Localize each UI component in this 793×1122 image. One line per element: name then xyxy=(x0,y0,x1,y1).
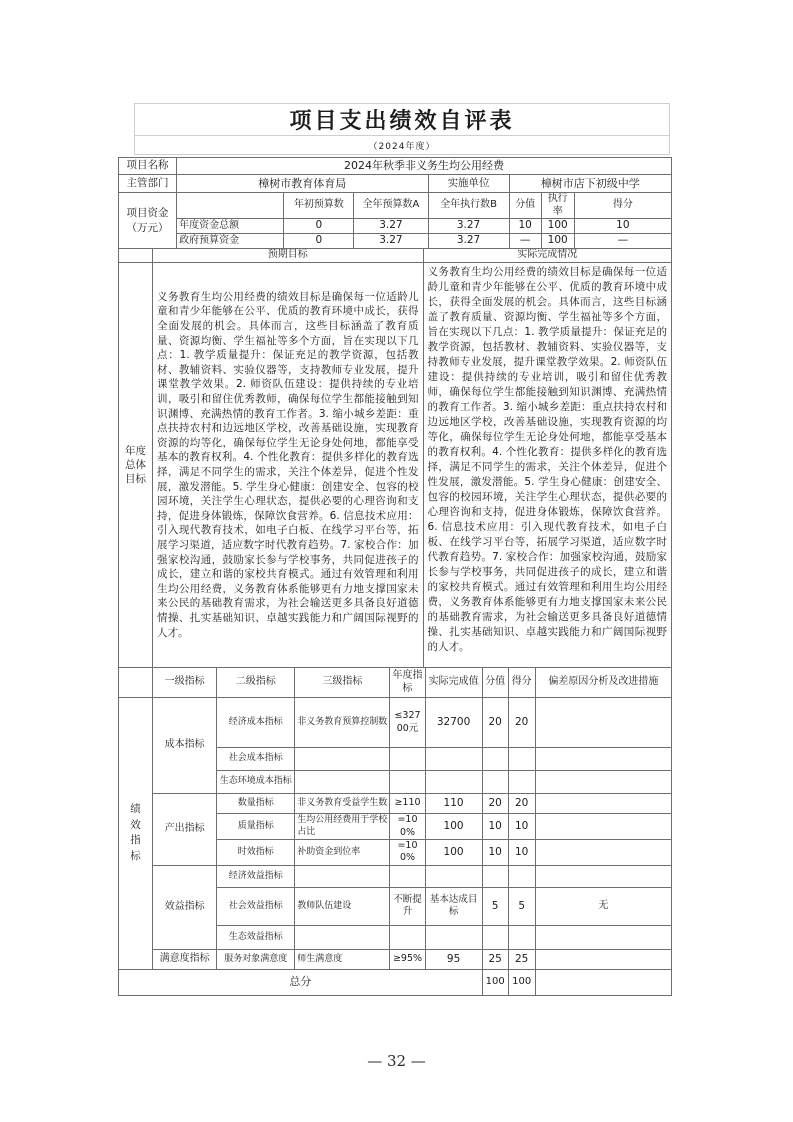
funds-header-executed: 全年执行数B xyxy=(428,193,509,219)
level3-cell xyxy=(295,748,390,771)
header-actual: 实际完成值 xyxy=(425,668,482,698)
deviation-cell xyxy=(535,949,671,969)
project-name-row xyxy=(119,158,672,175)
performance-indicator-label: 绩效指标 xyxy=(119,698,153,970)
dept-label: 主管部门 xyxy=(119,175,177,193)
annual-target-cell: =100% xyxy=(390,814,425,840)
expected-goal-text: 义务教育生均公用经费的绩效目标是确保每一位适龄儿童和青少年能够在公平、优质的教育环境中成长，获得全面发展的机会。具体而言，这些目标涵盖了教育质量、资源均衡、学生福祉等多个方面，旨在实现以下几点：1. 教学质量提升：保证充足的教学资源，包括教材、教辅资料、实验仪器等，支持教师专业发展，提升课堂教学效果。2. 师资队伍建设：提供持续的专业培训，吸引和留住优秀教师，确保每位学生都能接触到知识渊博、充满热情的教育工作者。3. 缩小城乡差距：重点扶持农村和边远地区学校，改善基础设施，实现教育资源的均等化，确保每位学生无论身处何地，都能享受基本的教育权利。4. 个性化教育：提供多样化的教育选择，满足不同学生的需求，关注个体差异，促进个性发展，激发潜能。5. 学生身心健康：创建安全、包容的校园环境，关注学生心理状态，提供必要的心理咨询和支持，促进身体锻炼，保障饮食营养。6. 信息技术应用：引入现代教育技术，如电子白板、在线学习平台等，拓展学习渠道，适应数字时代教育趋势。7. 家校合作：加强家校沟通，鼓励家长参与学校事务，共同促进孩子的成长，建立和谐的家校共育模式。通过有效管理和利用生均公用经费，义务教育体系能够更有力地支撑国家未来公民的基础教育需求，为社会输送更多具备良好道德情操、扎实基础知识、卓越实践能力和广阔国际视野的人才。 xyxy=(153,263,423,668)
impl-unit-label: 实施单位 xyxy=(428,175,509,193)
level1-satisfaction: 满意度指标 xyxy=(153,949,217,969)
actual-value-cell xyxy=(425,925,482,949)
level2-cell: 生态环境成本指标 xyxy=(217,771,295,794)
fund-row-name: 年度资金总额 xyxy=(177,219,284,234)
total-label: 总分 xyxy=(119,969,483,995)
level2-cell: 经济成本指标 xyxy=(217,698,295,748)
funds-header-annual-budget: 全年预算数A xyxy=(354,193,428,219)
page-title: 项目支出绩效自评表 xyxy=(289,108,515,134)
points-cell xyxy=(482,865,508,887)
actual-value-cell: 32700 xyxy=(425,698,482,748)
fund-score: 10 xyxy=(574,219,671,234)
points-cell: 20 xyxy=(482,794,508,814)
funds-row-total xyxy=(119,219,672,234)
goals-header-row xyxy=(119,249,672,263)
department-row xyxy=(119,175,672,193)
annual-target-cell: ≥110 xyxy=(390,794,425,814)
indicator-row xyxy=(119,949,672,969)
funds-header-exec-rate: 执行率 xyxy=(541,193,574,219)
fund-executed: 3.27 xyxy=(428,219,509,234)
score-cell: 10 xyxy=(508,814,535,840)
score-cell xyxy=(508,865,535,887)
fund-points: — xyxy=(509,234,541,249)
level2-cell: 生态效益指标 xyxy=(217,925,295,949)
project-info-table xyxy=(118,157,672,249)
actual-value-cell: 110 xyxy=(425,794,482,814)
actual-value-cell: 95 xyxy=(425,949,482,969)
fund-exec-rate: 100 xyxy=(541,234,574,249)
score-cell: 25 xyxy=(508,949,535,969)
points-cell: 10 xyxy=(482,840,508,866)
fund-score: — xyxy=(574,234,671,249)
actual-value-cell: 100 xyxy=(425,840,482,866)
annual-target-cell: 不断提升 xyxy=(390,887,425,925)
goals-blank-cell xyxy=(119,249,153,263)
points-cell: 10 xyxy=(482,814,508,840)
deviation-cell xyxy=(535,748,671,771)
annual-target-cell xyxy=(390,925,425,949)
annual-goal-label: 年度总体目标 xyxy=(119,263,153,668)
level2-cell: 社会效益指标 xyxy=(217,887,295,925)
actual-value-cell xyxy=(425,865,482,887)
annual-target-cell xyxy=(390,771,425,794)
fund-points: 10 xyxy=(509,219,541,234)
deviation-cell xyxy=(535,840,671,866)
level3-cell: 非义务教育受益学生数 xyxy=(295,794,390,814)
self-evaluation-sheet xyxy=(118,103,672,996)
fund-annual-budget: 3.27 xyxy=(354,219,428,234)
actual-completion-text: 义务教育生均公用经费的绩效目标是确保每一位适龄儿童和青少年能够在公平、优质的教育环境中成长，获得全面发展的机会。具体而言，这些目标涵盖了教育质量、资源均衡、学生福祉等多个方面，旨在实现以下几点：1. 教学质量提升：保证充足的教学资源，包括教材、教辅资料、实验仪器等，支持教师专业发展，提升课堂教学效果。2. 师资队伍建设：提供持续的专业培训，吸引和留住优秀教师，确保每位学生都能接触到知识渊博、充满热情的教育工作者。3. 缩小城乡差距：重点扶持农村和边远地区学校，改善基础设施，实现教育资源的均等化，确保每位学生无论身处何地，都能享受基本的教育权利。4. 个性化教育：提供多样化的教育选择，满足不同学生的需求，关注个体差异，促进个性发展，激发潜能。5. 学生身心健康：创建安全、包容的校园环境，关注学生心理状态，提供必要的心理咨询和支持，促进身体锻炼，保障饮食营养。6. 信息技术应用：引入现代教育技术，如电子白板、在线学习平台等，拓展学习渠道，适应数字时代教育趋势。7. 家校合作：加强家校沟通，鼓励家长参与学校事务，共同促进孩子的成长，建立和谐的家校共育模式。通过有效管理和利用生均公用经费，义务教育体系能够更有力地支撑国家未来公民的基础教育需求，为社会输送更多具备良好道德情操、扎实基础知识、卓越实践能力和广阔国际视野的人才。 xyxy=(423,263,671,668)
funds-label: 项目资金（万元） xyxy=(119,193,177,249)
funds-blank-cell xyxy=(177,193,284,219)
total-score-row xyxy=(119,969,672,995)
total-deviation-cell xyxy=(535,969,671,995)
deviation-cell xyxy=(535,794,671,814)
score-cell: 20 xyxy=(508,794,535,814)
level2-cell: 质量指标 xyxy=(217,814,295,840)
score-cell xyxy=(508,771,535,794)
actual-value-cell: 100 xyxy=(425,814,482,840)
funds-header-row xyxy=(119,193,672,219)
points-cell xyxy=(482,748,508,771)
actual-completion-header: 实际完成情况 xyxy=(423,249,671,263)
dept-value: 樟树市教育体育局 xyxy=(177,175,428,193)
header-score: 得分 xyxy=(508,668,535,698)
deviation-cell xyxy=(535,865,671,887)
deviation-cell xyxy=(535,771,671,794)
level3-cell xyxy=(295,771,390,794)
fund-initial: 0 xyxy=(284,219,354,234)
level3-cell: 教师队伍建设 xyxy=(295,887,390,925)
level2-cell: 时效指标 xyxy=(217,840,295,866)
goals-table xyxy=(118,248,672,668)
impl-unit-value: 樟树市店下初级中学 xyxy=(509,175,671,193)
deviation-cell xyxy=(535,925,671,949)
total-score: 100 xyxy=(508,969,535,995)
total-points: 100 xyxy=(482,969,508,995)
fund-annual-budget: 3.27 xyxy=(354,234,428,249)
actual-value-cell: 基本达成目标 xyxy=(425,887,482,925)
indicator-row xyxy=(119,794,672,814)
annual-target-cell xyxy=(390,748,425,771)
project-name-label: 项目名称 xyxy=(119,158,177,175)
score-cell xyxy=(508,925,535,949)
deviation-cell xyxy=(535,814,671,840)
points-cell xyxy=(482,925,508,949)
actual-value-cell xyxy=(425,771,482,794)
score-cell: 5 xyxy=(508,887,535,925)
page-subtitle: （2024年度） xyxy=(368,141,436,152)
level3-cell: 补助资金到位率 xyxy=(295,840,390,866)
level2-cell: 数量指标 xyxy=(217,794,295,814)
header-level2: 二级指标 xyxy=(217,668,295,698)
points-cell xyxy=(482,771,508,794)
deviation-cell xyxy=(535,698,671,748)
level2-cell: 社会成本指标 xyxy=(217,748,295,771)
level1-benefit: 效益指标 xyxy=(153,865,217,949)
deviation-cell: 无 xyxy=(535,887,671,925)
header-level3: 三级指标 xyxy=(295,668,390,698)
funds-header-score: 得分 xyxy=(574,193,671,219)
level3-cell: 师生满意度 xyxy=(295,949,390,969)
funds-row-gov xyxy=(119,234,672,249)
fund-executed: 3.27 xyxy=(428,234,509,249)
level2-cell: 服务对象满意度 xyxy=(217,949,295,969)
indicator-row xyxy=(119,865,672,887)
level1-output: 产出指标 xyxy=(153,794,217,866)
score-cell: 20 xyxy=(508,698,535,748)
title-box xyxy=(134,103,670,136)
level3-cell xyxy=(295,925,390,949)
header-points: 分值 xyxy=(482,668,508,698)
page-number: — 32 — xyxy=(367,1052,426,1070)
points-cell: 25 xyxy=(482,949,508,969)
annual-target-cell: ≥95% xyxy=(390,949,425,969)
funds-header-initial: 年初预算数 xyxy=(284,193,354,219)
header-deviation: 偏差原因分析及改进措施 xyxy=(535,668,671,698)
fund-exec-rate: 100 xyxy=(541,219,574,234)
goals-content-row xyxy=(119,263,672,668)
project-name-value: 2024年秋季非义务生均公用经费 xyxy=(177,158,672,175)
level3-cell: 非义务教育预算控制数 xyxy=(295,698,390,748)
points-cell: 5 xyxy=(482,887,508,925)
level1-cost: 成本指标 xyxy=(153,698,217,794)
level3-cell xyxy=(295,865,390,887)
annual-target-cell xyxy=(390,865,425,887)
actual-value-cell xyxy=(425,748,482,771)
funds-header-points: 分值 xyxy=(509,193,541,219)
level3-cell: 生均公用经费用于学校占比 xyxy=(295,814,390,840)
fund-initial: 0 xyxy=(284,234,354,249)
expected-goal-header: 预期目标 xyxy=(153,249,423,263)
header-annual: 年度指标 xyxy=(390,668,425,698)
indicator-row xyxy=(119,698,672,748)
annual-target-cell: ≤32700元 xyxy=(390,698,425,748)
subtitle-box xyxy=(134,136,670,155)
indicators-header-row xyxy=(119,668,672,698)
score-cell xyxy=(508,748,535,771)
indicators-blank-cell xyxy=(119,668,153,698)
points-cell: 20 xyxy=(482,698,508,748)
level2-cell: 经济效益指标 xyxy=(217,865,295,887)
header-level1: 一级指标 xyxy=(153,668,217,698)
score-cell: 10 xyxy=(508,840,535,866)
indicators-table xyxy=(118,667,672,996)
annual-target-cell: =100% xyxy=(390,840,425,866)
fund-row-name: 政府预算资金 xyxy=(177,234,284,249)
